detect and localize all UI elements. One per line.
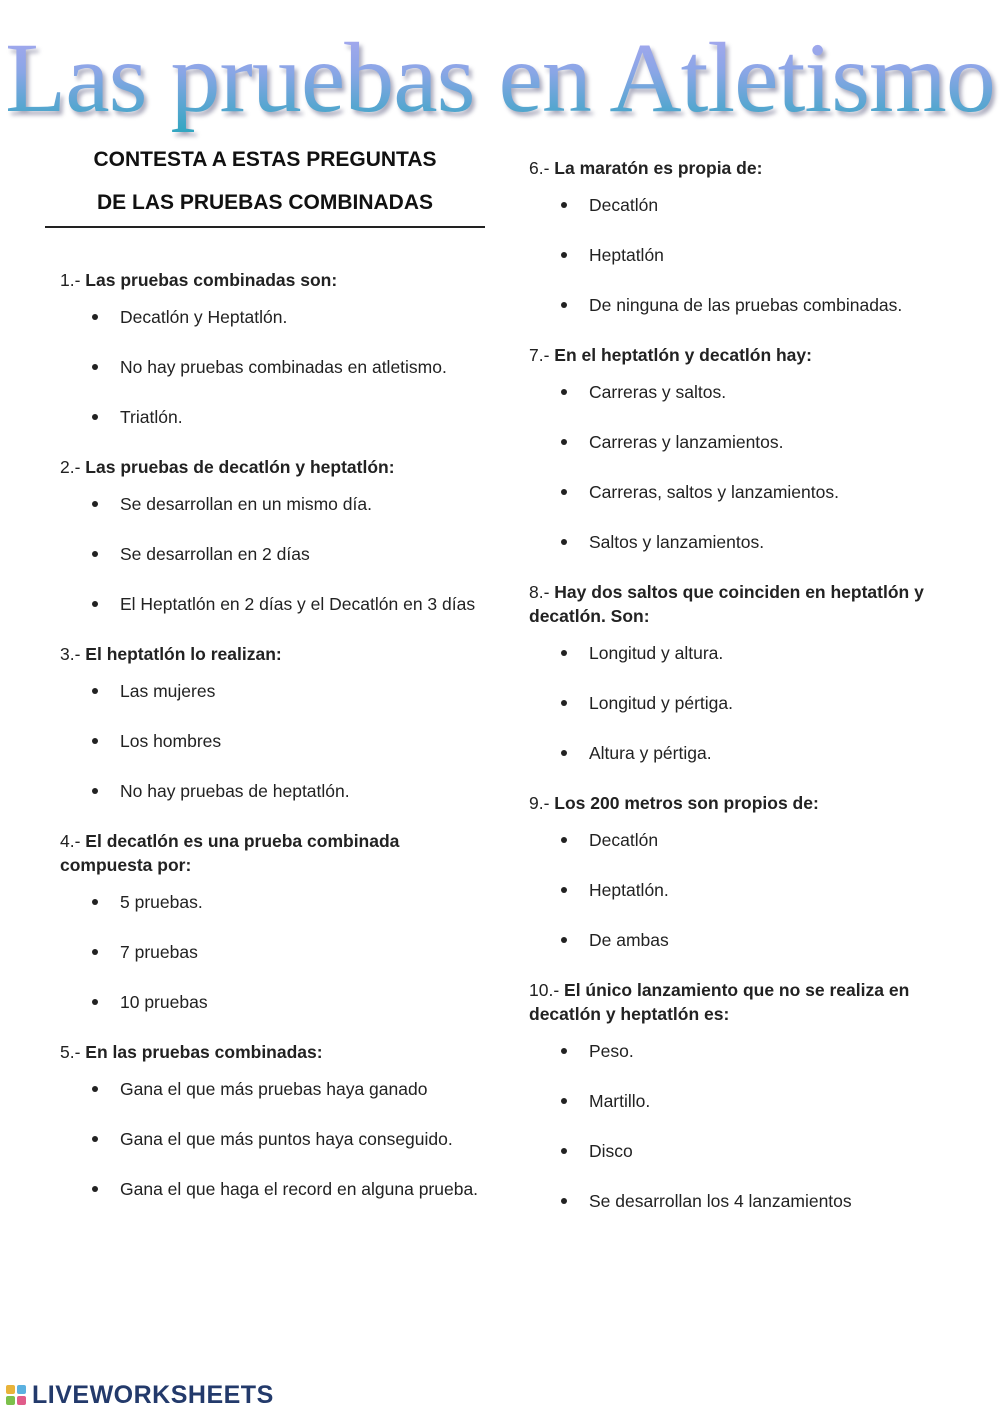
- answer-option[interactable]: Gana el que más pruebas haya ganado: [60, 1077, 480, 1102]
- answer-option[interactable]: De ambas: [529, 928, 949, 953]
- question-block: [529, 343, 949, 555]
- question-block: [60, 642, 480, 804]
- question-number: 1.-: [60, 270, 86, 290]
- question-block: [60, 268, 480, 430]
- answer-options: [529, 828, 949, 953]
- answer-options: [60, 679, 480, 804]
- worksheet-title: Las pruebas en Atletismo: [0, 18, 1000, 138]
- question-block: [529, 156, 949, 318]
- answer-options: [529, 1039, 949, 1214]
- answer-option[interactable]: Se desarrollan en un mismo día.: [60, 492, 480, 517]
- answer-options: [529, 193, 949, 318]
- question-prompt: [60, 268, 480, 292]
- answer-option[interactable]: Saltos y lanzamientos.: [529, 530, 949, 555]
- questions-column-right: [529, 156, 949, 1239]
- answer-option[interactable]: De ninguna de las pruebas combinadas.: [529, 293, 949, 318]
- question-block: [60, 455, 480, 617]
- answer-option[interactable]: Se desarrollan en 2 días: [60, 542, 480, 567]
- logo-text: LIVEWORKSHEETS: [32, 1380, 274, 1409]
- question-prompt: [60, 455, 480, 479]
- answer-option[interactable]: Disco: [529, 1139, 949, 1164]
- answer-option[interactable]: Heptatlón: [529, 243, 949, 268]
- question-text: Hay dos saltos que coinciden en heptatlón y decatlón. Son:: [529, 582, 924, 626]
- question-number: 3.-: [60, 644, 86, 664]
- answer-option[interactable]: Triatlón.: [60, 405, 480, 430]
- answer-option[interactable]: No hay pruebas de heptatlón.: [60, 779, 480, 804]
- answer-option[interactable]: Decatlón y Heptatlón.: [60, 305, 480, 330]
- question-prompt: [60, 829, 480, 877]
- answer-options: [60, 1077, 480, 1202]
- answer-option[interactable]: Carreras y lanzamientos.: [529, 430, 949, 455]
- question-text: Las pruebas combinadas son:: [85, 270, 338, 290]
- question-text: En el heptatlón y decatlón hay:: [554, 345, 812, 365]
- question-text: El único lanzamiento que no se realiza en decatlón y heptatlón es:: [529, 980, 910, 1024]
- logo-mark-square: [17, 1396, 26, 1405]
- question-text: La maratón es propia de:: [554, 158, 763, 178]
- question-prompt: [529, 791, 949, 815]
- answer-option[interactable]: 7 pruebas: [60, 940, 480, 965]
- questions-column-left: [60, 268, 480, 1227]
- question-number: 4.-: [60, 831, 86, 851]
- question-text: En las pruebas combinadas:: [85, 1042, 323, 1062]
- instructions-line-1: CONTESTA A ESTAS PREGUNTAS: [93, 148, 437, 171]
- liveworksheets-logo: [6, 1380, 274, 1410]
- question-block: [529, 580, 949, 766]
- question-number: 7.-: [529, 345, 555, 365]
- answer-option[interactable]: Carreras y saltos.: [529, 380, 949, 405]
- question-text: El heptatlón lo realizan:: [85, 644, 282, 664]
- question-text: Los 200 metros son propios de:: [554, 793, 819, 813]
- question-number: 2.-: [60, 457, 86, 477]
- question-number: 9.-: [529, 793, 555, 813]
- logo-mark-icon: [6, 1385, 26, 1405]
- question-prompt: [60, 642, 480, 666]
- answer-option[interactable]: El Heptatlón en 2 días y el Decatlón en 3 días: [60, 592, 480, 617]
- heading-divider: [45, 226, 485, 228]
- answer-option[interactable]: Martillo.: [529, 1089, 949, 1114]
- question-number: 10.-: [529, 980, 565, 1000]
- answer-option[interactable]: Gana el que más puntos haya conseguido.: [60, 1127, 480, 1152]
- question-prompt: [529, 978, 949, 1026]
- answer-options: [529, 641, 949, 766]
- answer-options: [60, 890, 480, 1015]
- answer-option[interactable]: 5 pruebas.: [60, 890, 480, 915]
- answer-option[interactable]: Longitud y pértiga.: [529, 691, 949, 716]
- instructions-line-2: DE LAS PRUEBAS COMBINADAS: [96, 191, 434, 214]
- logo-mark-square: [17, 1385, 26, 1394]
- answer-option[interactable]: Decatlón: [529, 193, 949, 218]
- answer-options: [60, 305, 480, 430]
- question-text: El decatlón es una prueba combinada compuesta por:: [60, 831, 400, 875]
- answer-options: [60, 492, 480, 617]
- answer-option[interactable]: No hay pruebas combinadas en atletismo.: [60, 355, 480, 380]
- question-number: 6.-: [529, 158, 555, 178]
- answer-option[interactable]: Los hombres: [60, 729, 480, 754]
- question-block: [60, 1040, 480, 1202]
- answer-option[interactable]: Altura y pértiga.: [529, 741, 949, 766]
- answer-option[interactable]: Heptatlón.: [529, 878, 949, 903]
- question-block: [529, 978, 949, 1214]
- answer-option[interactable]: Peso.: [529, 1039, 949, 1064]
- answer-options: [529, 380, 949, 555]
- answer-option[interactable]: 10 pruebas: [60, 990, 480, 1015]
- question-block: [529, 791, 949, 953]
- question-text: Las pruebas de decatlón y heptatlón:: [85, 457, 395, 477]
- instructions-heading: [45, 138, 485, 224]
- question-prompt: [529, 580, 949, 628]
- answer-option[interactable]: Gana el que haga el record en alguna prueba.: [60, 1177, 480, 1202]
- answer-option[interactable]: Las mujeres: [60, 679, 480, 704]
- question-prompt: [60, 1040, 480, 1064]
- answer-option[interactable]: Decatlón: [529, 828, 949, 853]
- answer-option[interactable]: Carreras, saltos y lanzamientos.: [529, 480, 949, 505]
- question-prompt: [529, 343, 949, 367]
- question-number: 8.-: [529, 582, 555, 602]
- logo-mark-square: [6, 1385, 15, 1394]
- answer-option[interactable]: Se desarrollan los 4 lanzamientos: [529, 1189, 949, 1214]
- question-prompt: [529, 156, 949, 180]
- logo-mark-square: [6, 1396, 15, 1405]
- answer-option[interactable]: Longitud y altura.: [529, 641, 949, 666]
- question-number: 5.-: [60, 1042, 86, 1062]
- question-block: [60, 829, 480, 1015]
